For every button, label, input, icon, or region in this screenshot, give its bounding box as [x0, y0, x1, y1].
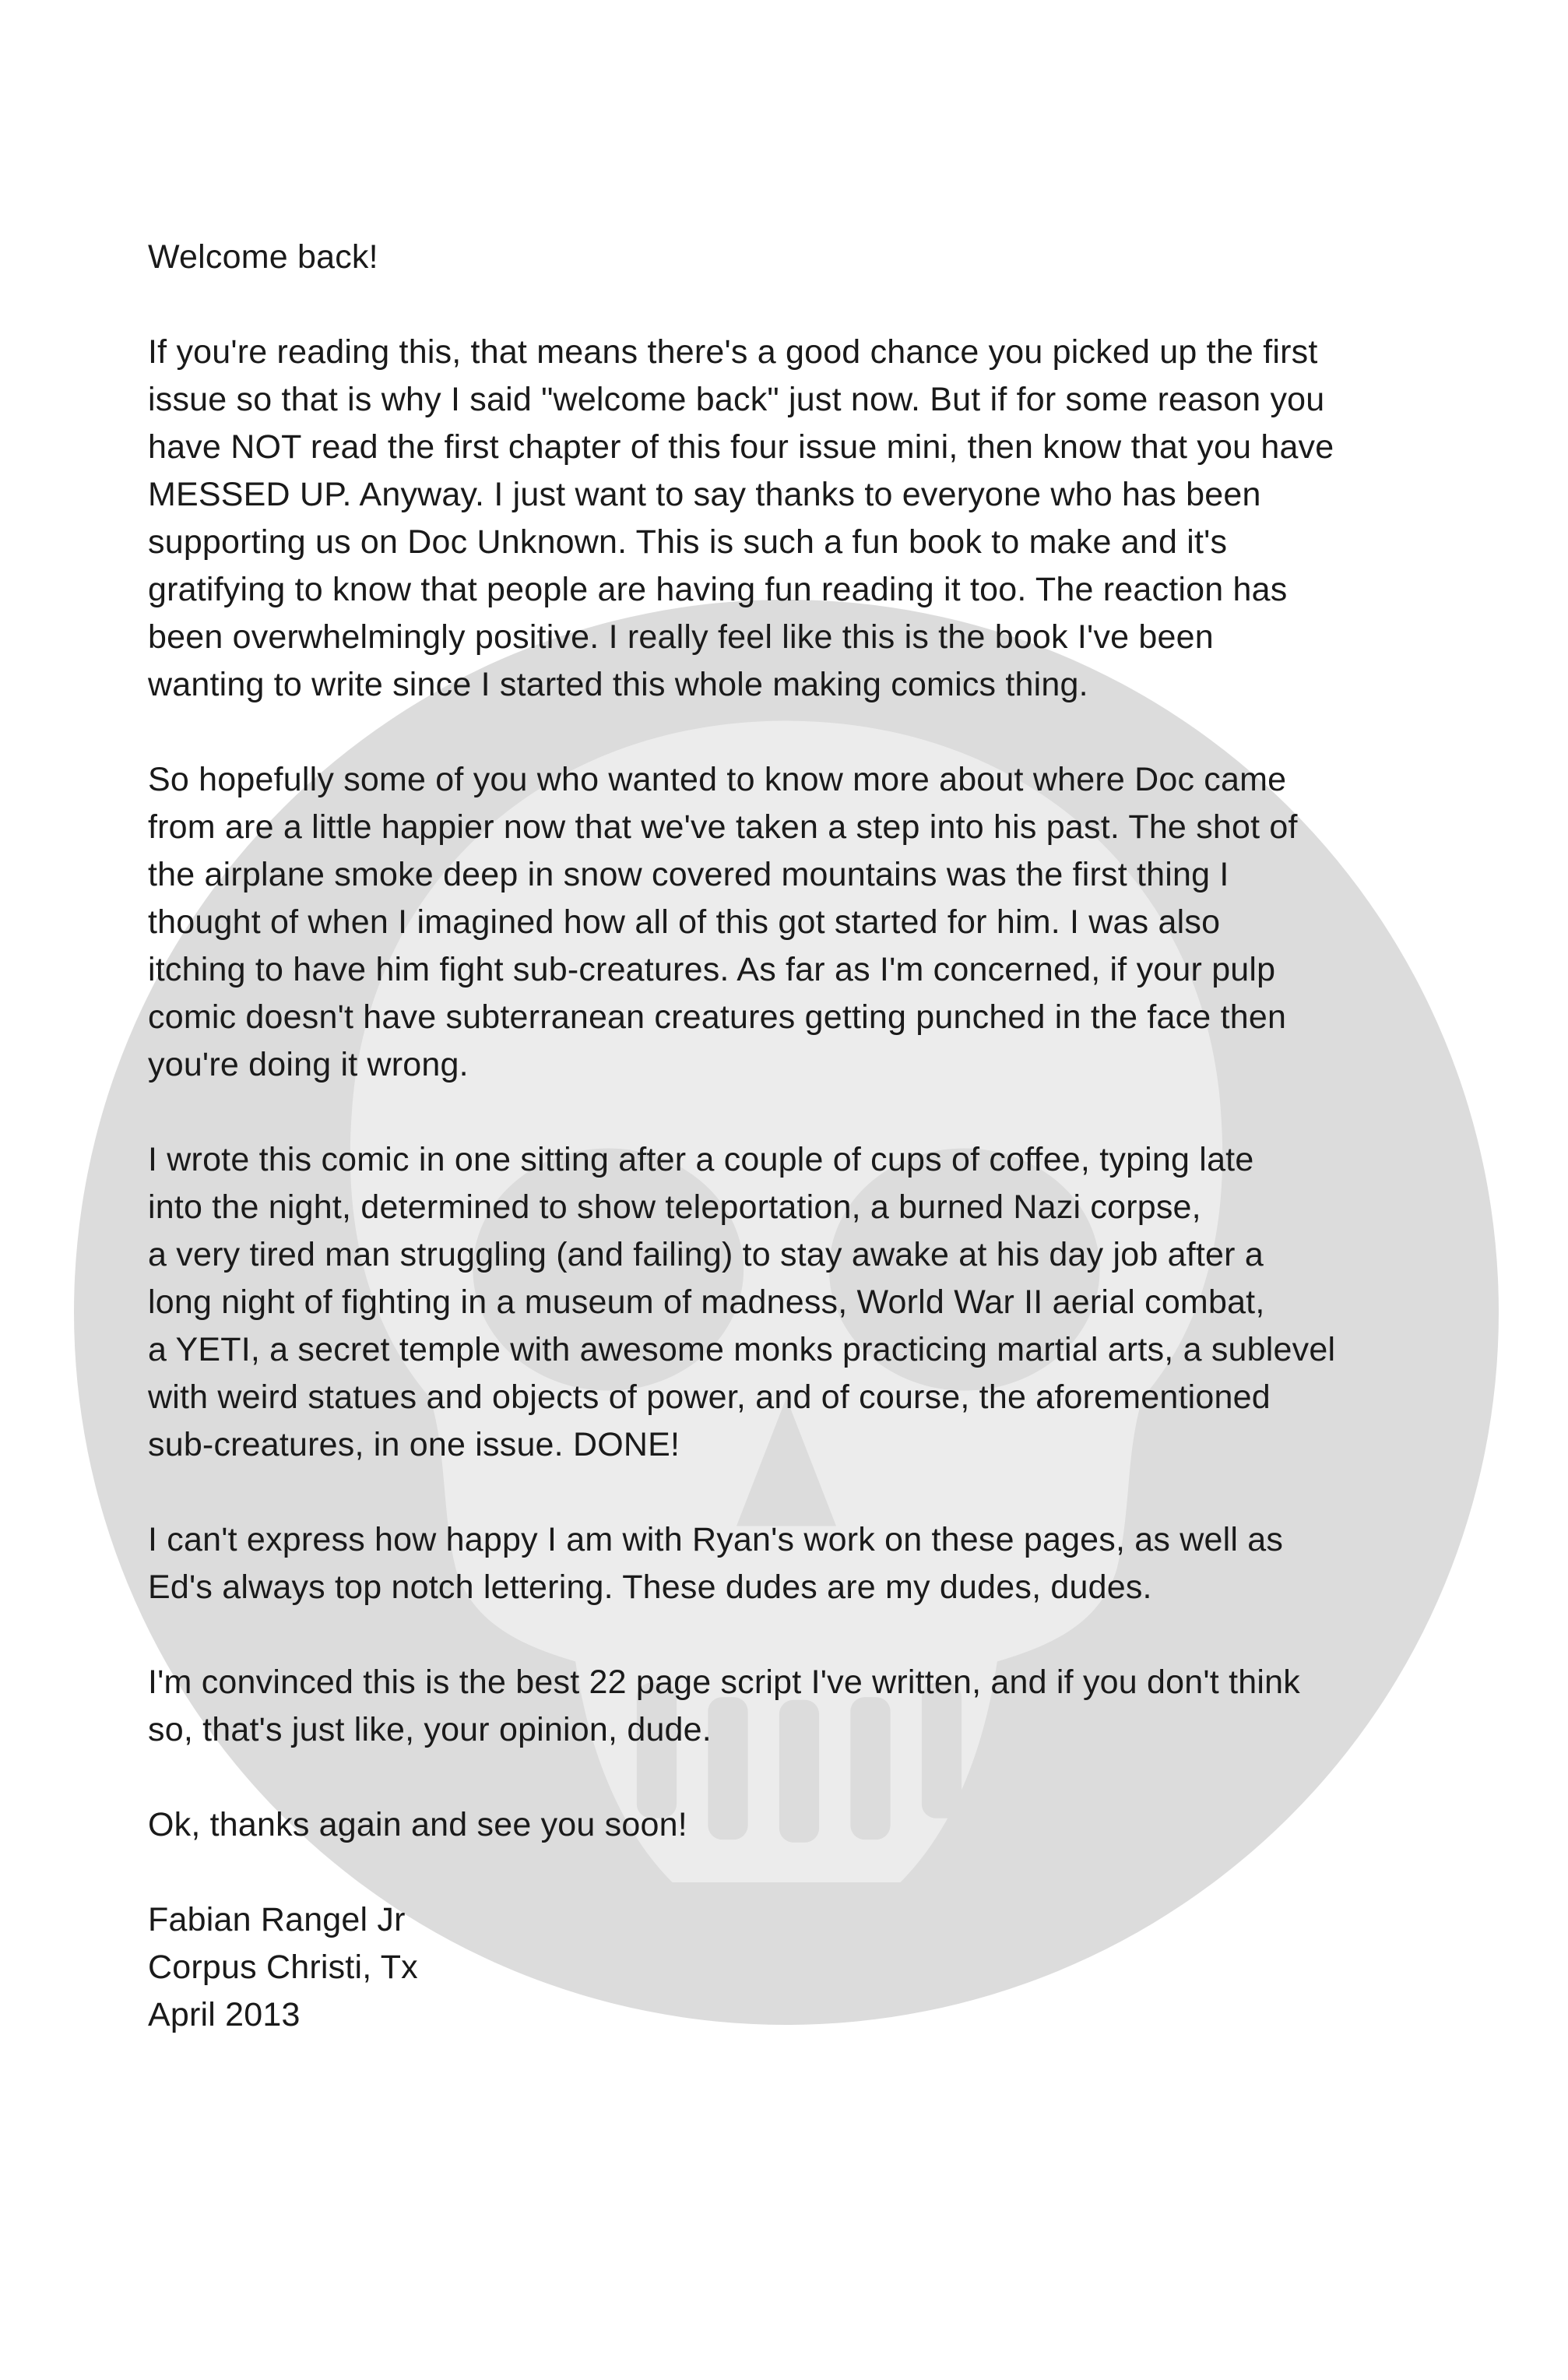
- text-line: gratifying to know that people are having fun reading it too. The reaction has: [148, 571, 1288, 608]
- signature-location: Corpus Christi, Tx: [148, 1949, 418, 1986]
- letter-body: [148, 234, 1456, 2086]
- text-line: itching to have him fight sub-creatures. As far as I'm concerned, if your pulp: [148, 951, 1276, 988]
- text-line: Ed's always top notch lettering. These dudes are my dudes, dudes.: [148, 1568, 1152, 1606]
- greeting-line: Welcome back!: [148, 238, 378, 276]
- text-line: wanting to write since I started this whole making comics thing.: [148, 666, 1088, 703]
- signature-block: [148, 1896, 1456, 2039]
- text-line: If you're reading this, that means there's a good chance you picked up the first: [148, 333, 1318, 371]
- paragraph-1: [148, 329, 1456, 709]
- text-line: thought of when I imagined how all of this got started for him. I was also: [148, 903, 1221, 941]
- text-line: I wrote this comic in one sitting after a couple of cups of coffee, typing late: [148, 1141, 1254, 1178]
- text-line: So hopefully some of you who wanted to know more about where Doc came: [148, 761, 1287, 798]
- text-line: I can't express how happy I am with Ryan's work on these pages, as well as: [148, 1521, 1284, 1558]
- text-line: Ok, thanks again and see you soon!: [148, 1806, 687, 1843]
- text-line: sub-creatures, in one issue. DONE!: [148, 1426, 680, 1463]
- text-line: comic doesn't have subterranean creatures getting punched in the face then: [148, 998, 1287, 1036]
- text-line: issue so that is why I said "welcome back" just now. But if for some reason you: [148, 381, 1325, 418]
- text-line: been overwhelmingly positive. I really feel like this is the book I've been: [148, 618, 1214, 656]
- signature-date: April 2013: [148, 1996, 301, 2033]
- text-line: so, that's just like, your opinion, dude.: [148, 1711, 712, 1748]
- paragraph-4: [148, 1516, 1456, 1611]
- paragraph-6: [148, 1801, 1456, 1849]
- text-line: from are a little happier now that we've taken a step into his past. The shot of: [148, 808, 1298, 846]
- text-line: I'm convinced this is the best 22 page script I've written, and if you don't think: [148, 1664, 1300, 1701]
- text-line: a very tired man struggling (and failing) to stay awake at his day job after a: [148, 1236, 1264, 1273]
- text-line: you're doing it wrong.: [148, 1046, 469, 1083]
- text-line: long night of fighting in a museum of madness, World War II aerial combat,: [148, 1283, 1265, 1321]
- text-line: supporting us on Doc Unknown. This is such a fun book to make and it's: [148, 523, 1228, 561]
- text-line: a YETI, a secret temple with awesome monks practicing martial arts, a sublevel: [148, 1331, 1336, 1368]
- signature-name: Fabian Rangel Jr: [148, 1901, 406, 1938]
- paragraph-3: [148, 1136, 1456, 1469]
- text-line: into the night, determined to show teleportation, a burned Nazi corpse,: [148, 1188, 1201, 1226]
- paragraph-5: [148, 1659, 1456, 1754]
- text-line: with weird statues and objects of power, and of course, the aforementioned: [148, 1378, 1271, 1416]
- text-line: MESSED UP. Anyway. I just want to say thanks to everyone who has been: [148, 476, 1261, 513]
- text-line: the airplane smoke deep in snow covered mountains was the first thing I: [148, 856, 1229, 893]
- paragraph-2: [148, 756, 1456, 1089]
- letter-greeting: [148, 234, 1456, 281]
- text-line: have NOT read the first chapter of this four issue mini, then know that you have: [148, 428, 1334, 466]
